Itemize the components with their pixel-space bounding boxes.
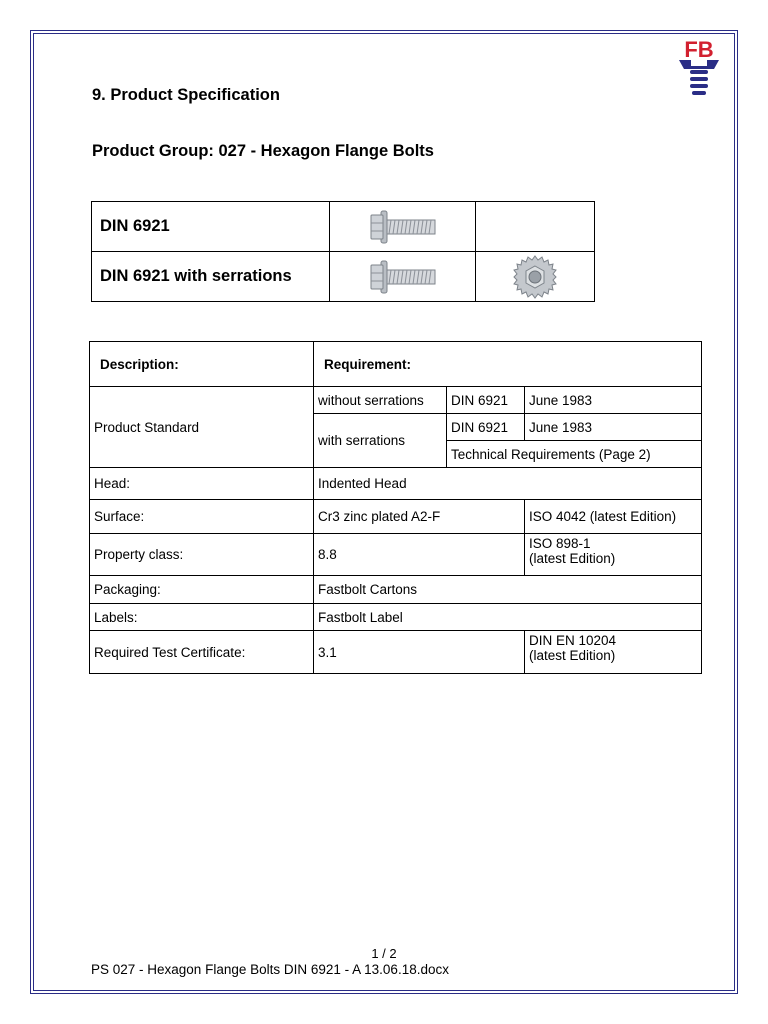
property-class-value: 8.8 xyxy=(314,534,525,576)
page-title: 9. Product Specification xyxy=(92,86,280,104)
property-class-standard-note: (latest Edition) xyxy=(529,551,616,566)
certificate-standard-note: (latest Edition) xyxy=(529,648,616,663)
surface-value: Cr3 zinc plated A2-F xyxy=(314,500,525,534)
surface-standard: ISO 4042 (latest Edition) xyxy=(525,500,702,534)
table-row xyxy=(90,500,702,534)
page-number: 1 / 2 xyxy=(371,946,397,961)
product-group-heading: Product Group: 027 - Hexagon Flange Bolts xyxy=(92,142,434,160)
flange-bolt-icon xyxy=(367,207,439,247)
certificate-standard: DIN EN 10204 xyxy=(529,633,617,648)
standard-cell: DIN 6921 xyxy=(447,387,525,414)
labels-label: Labels: xyxy=(90,604,314,631)
table-row xyxy=(90,604,702,631)
packaging-label: Packaging: xyxy=(90,576,314,604)
requirement-header: Requirement: xyxy=(314,342,702,387)
fastbolt-logo xyxy=(676,36,722,98)
variant-label: DIN 6921 xyxy=(92,202,330,252)
property-class-standard: ISO 898-1 xyxy=(529,536,591,551)
certificate-value: 3.1 xyxy=(314,631,525,674)
packaging-value: Fastbolt Cartons xyxy=(314,576,702,604)
footer-filename: PS 027 - Hexagon Flange Bolts DIN 6921 - A 13.06.18.docx xyxy=(91,962,449,977)
standard-cell: DIN 6921 xyxy=(447,414,525,441)
description-header: Description: xyxy=(90,342,314,387)
variant-row xyxy=(92,252,595,302)
certificate-label: Required Test Certificate: xyxy=(90,631,314,674)
svg-text:FB: FB xyxy=(684,37,714,62)
table-row xyxy=(90,576,702,604)
head-label: Head: xyxy=(90,468,314,500)
table-header-row xyxy=(90,342,702,387)
flange-bolt-icon xyxy=(367,257,439,297)
with-serrations-label: with serrations xyxy=(314,414,447,468)
table-row xyxy=(90,387,702,414)
property-class-label: Property class: xyxy=(90,534,314,576)
labels-value: Fastbolt Label xyxy=(314,604,702,631)
table-row xyxy=(90,468,702,500)
technical-requirements-cell: Technical Requirements (Page 2) xyxy=(447,441,702,468)
variant-row xyxy=(92,202,595,252)
date-cell: June 1983 xyxy=(525,414,702,441)
table-row xyxy=(90,534,702,576)
empty-cell xyxy=(476,202,595,252)
product-standard-label: Product Standard xyxy=(90,387,314,468)
specification-table xyxy=(89,341,702,674)
table-row xyxy=(90,631,702,674)
variant-label: DIN 6921 with serrations xyxy=(92,252,330,302)
without-serrations-label: without serrations xyxy=(314,387,447,414)
variants-table xyxy=(91,201,595,302)
serrated-flange-icon xyxy=(513,255,557,299)
date-cell: June 1983 xyxy=(525,387,702,414)
surface-label: Surface: xyxy=(90,500,314,534)
head-value: Indented Head xyxy=(314,468,702,500)
